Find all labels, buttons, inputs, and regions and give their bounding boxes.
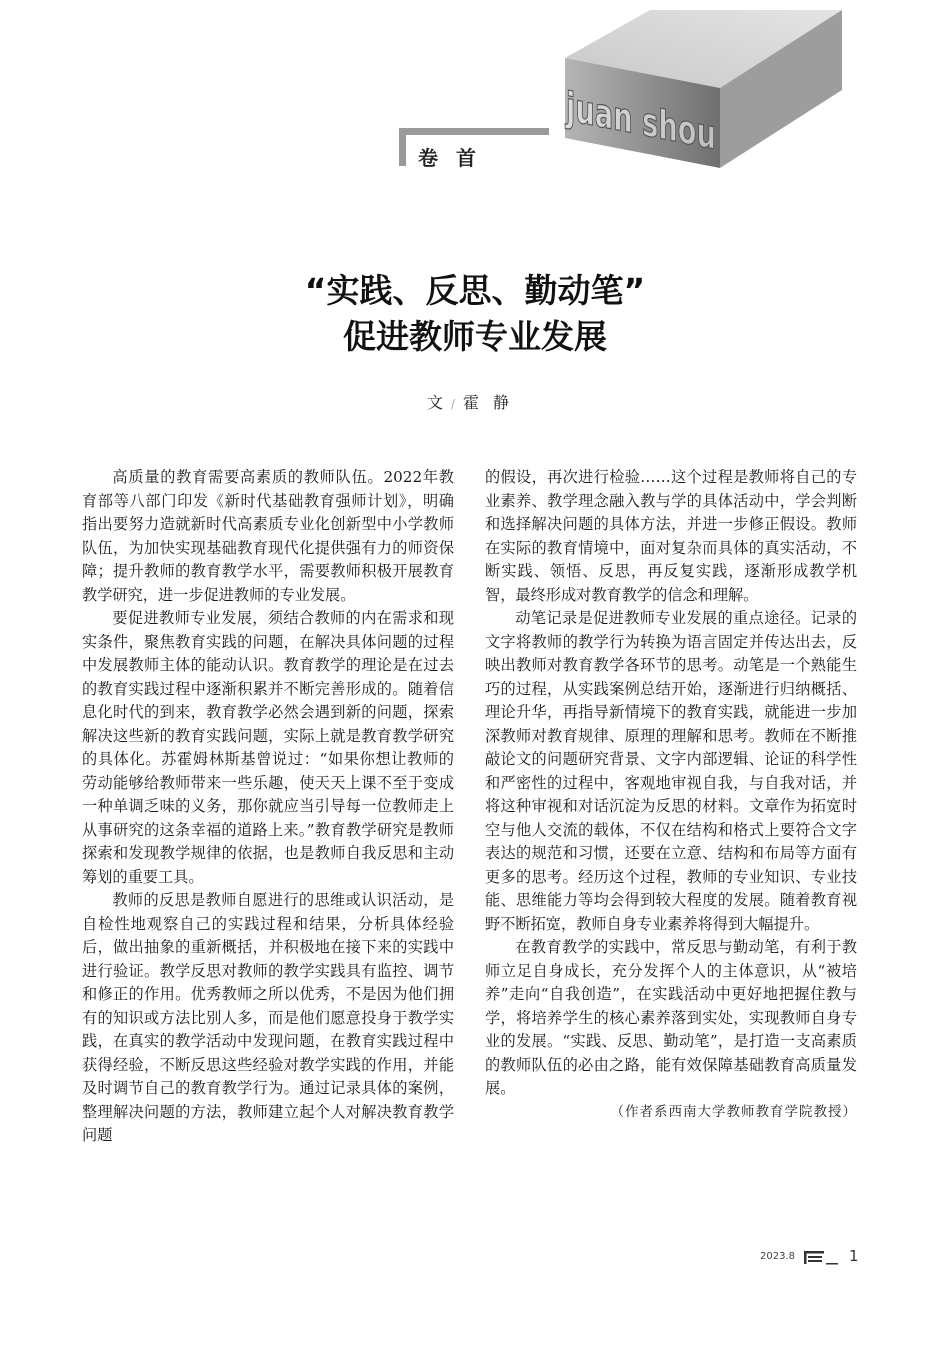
- byline-separator: /: [450, 397, 456, 411]
- label-bar-vertical: [399, 128, 406, 166]
- byline: [0, 390, 950, 413]
- journal-logo-icon: [804, 1250, 840, 1266]
- title-line-1: “实践、反思、勤动笔”: [304, 271, 646, 310]
- title-line-2: 促进教师专业发展: [343, 317, 607, 356]
- byline-prefix: 文: [426, 393, 443, 412]
- right-column: [485, 466, 857, 1124]
- author-name: 霍静: [463, 393, 524, 412]
- page-footer: [760, 1247, 870, 1269]
- paragraph: 教师的反思是教师自愿进行的思维或认识活动，是自检性地观察自己的实践过程和结果，分析具体经验后，做出抽象的重新概括，并积极地在接下来的实践中进行验证。教学反思对教师的教学实践具有监控、调节和修正的作用。优秀教师之所以优秀，不是因为他们拥有的知识或方法比别人多，而是他们愿意投身于教学实践，在真实的教学活动中发现问题，在教育实践过程中获得经验，不断反思这些经验对教学实践的作用，并能及时调节自己的教育教学行为。通过记录具体的案例，整理解决问题的方法，教师建立起个人对解决教育教学问题: [82, 891, 454, 1144]
- author-affiliation: （作者系西南大学教师教育学院教授）: [610, 1103, 857, 1120]
- paragraph-continued: 的假设，再次进行检验……这个过程是教师将自己的专业素养、教学理念融入教与学的具体活动中，学会判断和选择解决问题的具体方法，并进一步修正假设。教师在实际的教育情境中，面对复杂而具体的真实活动，不断实践、领悟、反思，再反复实践，逐渐形成教学机智，最终形成对教育教学的信念和理解。: [485, 468, 857, 604]
- deco-text: juan shou: [566, 83, 786, 173]
- paragraph: 在教育教学的实践中，常反思与勤动笔，有利于教师立足自身成长，充分发挥个人的主体意识，从“被培养”走向“自我创造”，在实践活动中更好地把握住教与学，将培养学生的核心素养落到实处，实现教师自身专业的发展。“实践、反思、勤动笔”，是打造一支高素质的教师队伍的必由之路，能有效保障基础教育高质量发展。: [485, 938, 857, 1097]
- left-column: [82, 466, 454, 1148]
- paragraph: 要促进教师专业发展，须结合教师的内在需求和现实条件，聚焦教育实践的问题，在解决具体问题的过程中发展教师主体的能动认识。教育教学的理论是在过去的教育实践过程中逐渐积累并不断完善形成的。随着信息化时代的到来，教育教学必然会遇到新的问题，探索解决这些新的教育实践问题，实际上就是教育教学研究的具体化。苏霍姆林斯基曾说过：“如果你想让教师的劳动能够给教师带来一些乐趣，使天天上课不至于变成一种单调乏味的义务，那你就应当引导每一位教师走上从事研究的这条幸福的道路上来。”教育教学研究是教师探索和发现教学规律的依据，也是教师自我反思和主动筹划的重要工具。: [82, 609, 454, 886]
- page-number: 1: [849, 1247, 859, 1265]
- section-label: 卷首: [418, 146, 494, 170]
- article-title: [0, 268, 950, 360]
- label-bar-horizontal: [399, 128, 549, 135]
- issue-date: 2023.8: [760, 1251, 795, 1262]
- paragraph: 动笔记录是促进教师专业发展的重点途径。记录的文字将教师的教学行为转换为语言固定并传达出去，反映出教师对教育教学各环节的思考。动笔是一个熟能生巧的过程，从实践案例总结开始，逐渐进行归纳概括、理论升华，再指导新情境下的教育实践，就能进一步加深教师对教育规律、原理的理解和思考。教师在不断推敲论文的问题研究背景、文字内部逻辑、论证的科学性和严密性的过程中，客观地审视自我，与自我对话，并将这种审视和对话沉淀为反思的材料。文章作为拓宽时空与他人交流的载体，不仅在结构和格式上要符合文字表达的规范和习惯，还要在立意、结构和布局等方面有更多的思考。经历这个过程，教师的专业知识、专业技能、思维能力等均会得到较大程度的发展。随着教育视野不断拓宽，教师自身专业素养将得到大幅提升。: [485, 609, 857, 933]
- paragraph: 高质量的教育需要高素质的教师队伍。2022年教育部等八部门印发《新时代基础教育强师计划》，明确指出要努力造就新时代高素质专业化创新型中小学教师队伍，为加快实现基础教育现代化提供强有力的师资保障；提升教师的教育教学水平，需要教师积极开展教育教学研究，进一步促进教师的专业发展。: [82, 468, 454, 604]
